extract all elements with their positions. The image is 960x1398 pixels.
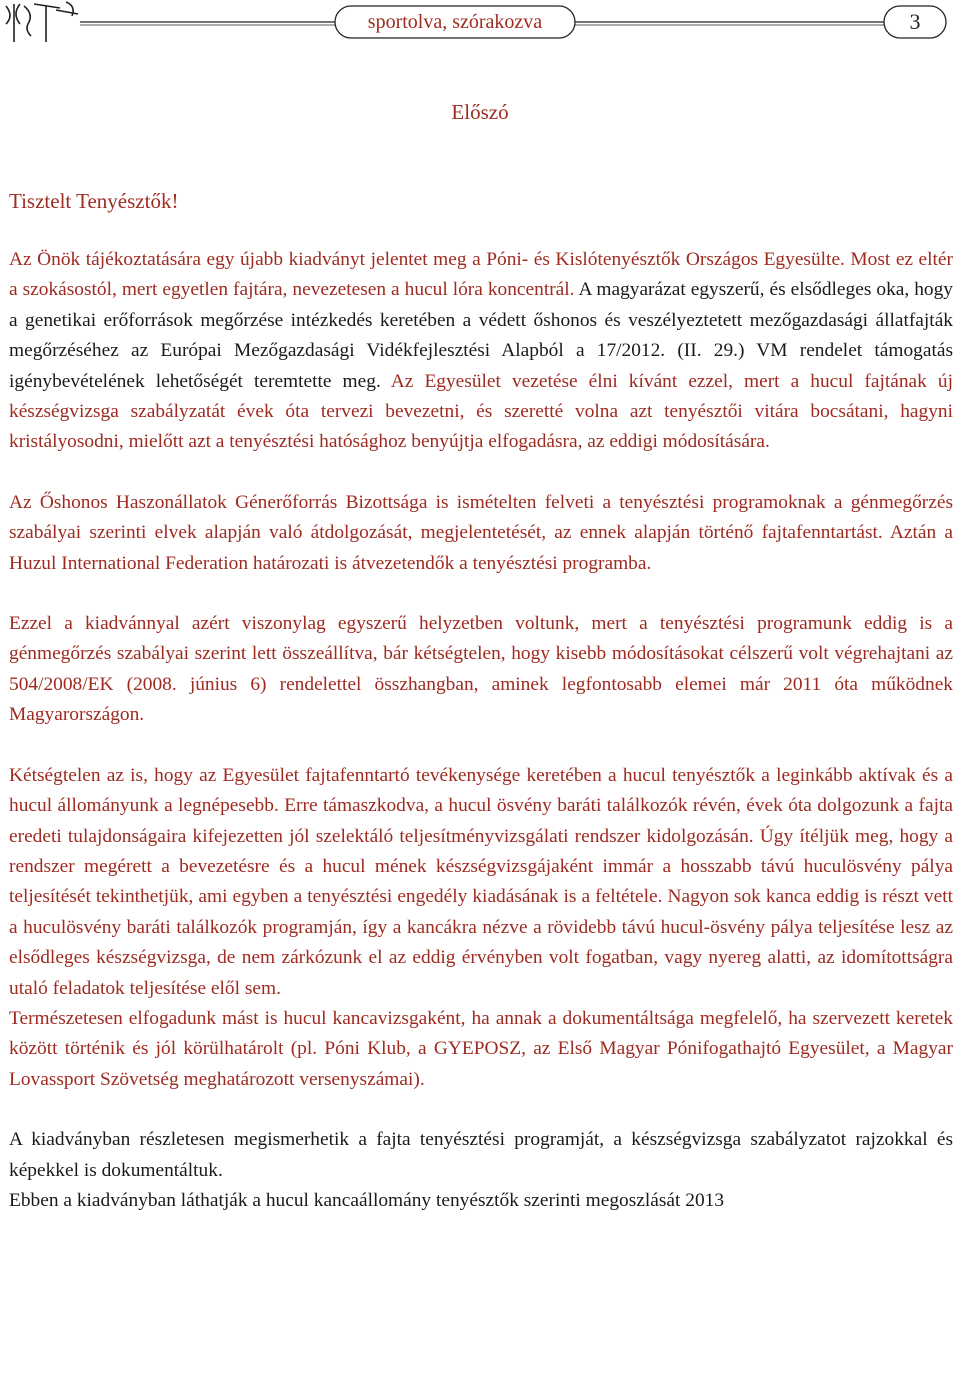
paragraph-5: Természetesen elfogadunk mást is hucul kancavizsgaként, ha annak a dokumentáltsága megfelelő, ha szervezett keretek között történik és jól körülhatárolt (pl. Póni Klub, a GYEPOSZ, az Első Magyar Pónifogathajtó Egyesület, a Magyar Lovassport Szövetség meghatározott versenyszámai).	[9, 1007, 953, 1090]
paragraph-6: A kiadványban részletesen megismerhetik a fajta tenyésztési programját, a készségvizsga szabályzatot rajzokkal és képekkel is dokumentáltuk.	[9, 1129, 953, 1181]
running-title: sportolva, szórakozva	[367, 11, 543, 33]
salutation: Tisztelt Tenyésztők!	[9, 189, 179, 213]
paragraph-3: Ezzel a kiadvánnyal azért viszonylag egyszerű helyzetben voltunk, mert a tenyésztési programunk eddig is a génmegőrzés szabályai szerint lett összeállítva, bár kétségtelen, hogy kisebb módosításokat célszerű volt végrehajtani az 504/2008/EK (2008. június 6) rendelettel összhangban, aminek legfontosabb elemei már 2011 óta működnek Magyarországon.	[9, 613, 953, 726]
page-header	[0, 0, 960, 46]
hucul-emblem-icon	[6, 2, 78, 42]
body-text	[9, 245, 953, 1216]
paragraph-2: Az Őshonos Haszonállatok Génerőforrás Bizottsága is ismételten felveti a tenyésztési programoknak a génmegőrzés szabályai szerinti elvek alapján való átdolgozását, megjelentetését, az ennek alapján történő fajtafenntartást. Aztán a Huzul International Federation határozati is átvezetendők a tenyésztési programba.	[9, 491, 953, 574]
paragraph-4: Kétségtelen az is, hogy az Egyesület fajtafenntartó tevékenysége keretében a hucul tenyésztők a leginkább aktívak és a hucul állományunk a legnépesebb. Erre támaszkodva, a hucul ösvény baráti találkozók révén, évek óta dolgozunk a fajta eredeti tulajdonságaira kifejezetten jól szelektáló teljesítményvizsgálati rendszer kidolgozásán. Úgy ítéljük meg, hogy a rendszer megérett a bevezetésre és a hucul mének készségvizsgájaként immár a hosszabb távú huculösvény pálya teljesítését tekinthetjük, ami egyben a tenyésztési engedély kiadásának is a feltétele. Nagyon sok kanca eddig is részt vett a huculösvény baráti találkozók programján, így a kancákra nézve a rövidebb távú hucul-ösvény pálya teljesítése lesz az elsődleges készségvizsga, de nem zárkózunk el az eddig érvényben volt fogatban, vagy nyereg alatti, az idomítottságra utaló feladatok teljesítése elől sem.	[9, 764, 953, 999]
paragraph-1-tail: Az Egyesület vezetése élni kívánt ezzel, mert a hucul fajtának új készségvizsga szabályzatát évek óta tervezi bevezetni, és szeretté volna azt tenyésztői vitára bocsátani, hagyni kristályosodni, mielőtt azt a tenyésztési hatósághoz benyújtja elfogadásra, az eddigi módosítására.	[9, 370, 953, 453]
paragraph-1-lead: Az Önök tájékoztatására egy újabb kiadványt jelentet meg a Póni- és Kislótenyésztők Országos Egyesülte. Most ez eltér a szokásostól, mert egyetlen fajtára, nevezetesen a hucul lóra koncentrál.	[9, 249, 953, 301]
paragraph-1	[9, 245, 953, 458]
paragraph-1-rest: A magyarázat egyszerű, és elsődleges oka, hogy a genetikai erőforrások megőrzése intézkedés keretében a védett őshonos és veszélyeztetett mezőgazdasági állatfajták megőrzéséhez az Európai Mezőgazdasági Vidékfejlesztési Alapból a 17/2012. (II. 29.) VM rendelet támogatás igénybevételének lehetőségét teremtette meg.	[9, 279, 953, 392]
chapter-title: Előszó	[451, 100, 509, 124]
paragraph-7: Ebben a kiadványban láthatják a hucul kancaállomány tenyésztők szerinti megoszlását 2013	[9, 1189, 725, 1211]
page-number: 3	[909, 9, 921, 34]
